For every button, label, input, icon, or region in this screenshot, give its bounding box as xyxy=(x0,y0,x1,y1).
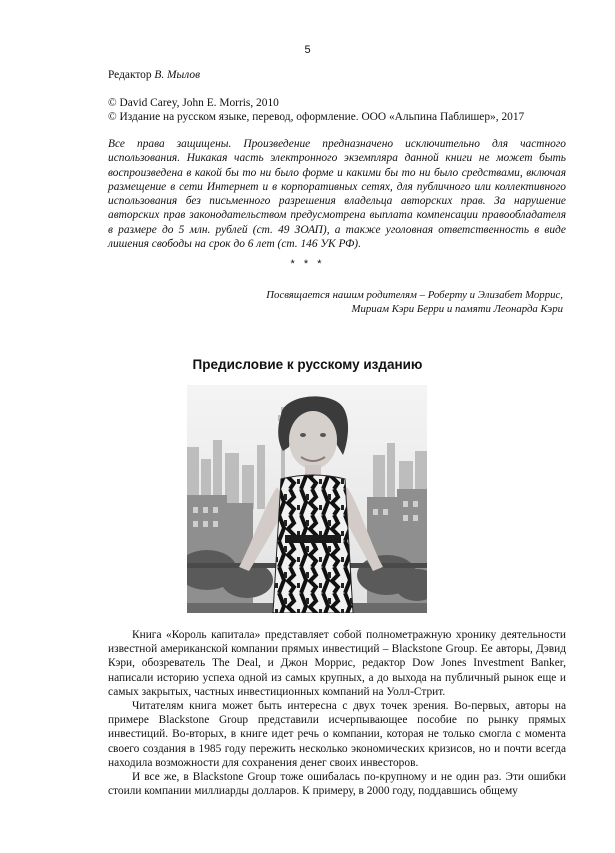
body-text xyxy=(108,628,566,798)
dedication-line-2: Мириам Кэри Берри и памяти Леонарда Кэри xyxy=(351,302,563,315)
copyright-line-1: © David Carey, John E. Morris, 2010 xyxy=(108,97,279,109)
page-number: 5 xyxy=(304,44,311,56)
portrait-photo xyxy=(187,385,427,613)
section-heading: Предисловие к русскому изданию xyxy=(192,357,423,372)
section-separator: * * * xyxy=(290,258,325,270)
rights-notice: Все права защищены. Произведение предназначено исключительно для частного использования. Никакая часть электронного экземпляра данной книги не может быть воспроизведена в какой бы то ни было форме и какими бы то ни было средствами, включая размещение в сети Интернет и в корпоративных сетях, для публичного или коллективного использования без письменного разрешения владельца авторских прав. За нарушение авторских прав законодательством предусмотрена выплата компенсации правообладателя в размере до 5 млн. рублей (ст. 49 ЗОАП), а также уголовная ответственность в виде лишения свободы на срок до 6 лет (ст. 146 УК РФ). xyxy=(108,138,566,251)
editor-label: Редактор xyxy=(108,69,152,81)
paragraph-2: Читателям книга может быть интересна с двух точек зрения. Во-первых, авторы на примере Blackstone Group представили исчерпывающее пособие по рынку прямых инвестиций. Во-вторых, в книге идет речь о компании, которая не только смогла с момента своего создания в 1985 году пережить несколько экономических кризисов, но и почти всегда находила возможности для сохранения денег своих инвесторов. xyxy=(108,700,566,769)
dedication xyxy=(266,289,563,316)
editor-credit xyxy=(108,69,200,81)
dedication-line-1: Посвящается нашим родителям – Роберту и Элизабет Моррис, xyxy=(266,289,563,301)
copyright-line-2: © Издание на русском языке, перевод, оформление. ООО «Альпина Паблишер», 2017 xyxy=(108,111,525,123)
paragraph-1: Книга «Король капитала» представляет собой полнометражную хронику деятельности известной американской компании прямых инвестиций – Blackstone Group. Ее авторы, Дэвид Кэри, обозреватель The Deal, и Джон Моррис, редактор Dow Jones Investment Banker, написали историю успеха одной из самых крупных, а до выхода на публичный рынок еще и самых закрытых, частных инвестиционных компаний на Уолл-Стрит. xyxy=(108,629,566,698)
editor-name: В. Мылов xyxy=(154,69,201,81)
paragraph-3: И все же, в Blackstone Group тоже ошибалась по-крупному и не один раз. Эти ошибки стоили компании миллиарды долларов. К примеру, в 2000 году, поддавшись общему xyxy=(108,771,566,798)
